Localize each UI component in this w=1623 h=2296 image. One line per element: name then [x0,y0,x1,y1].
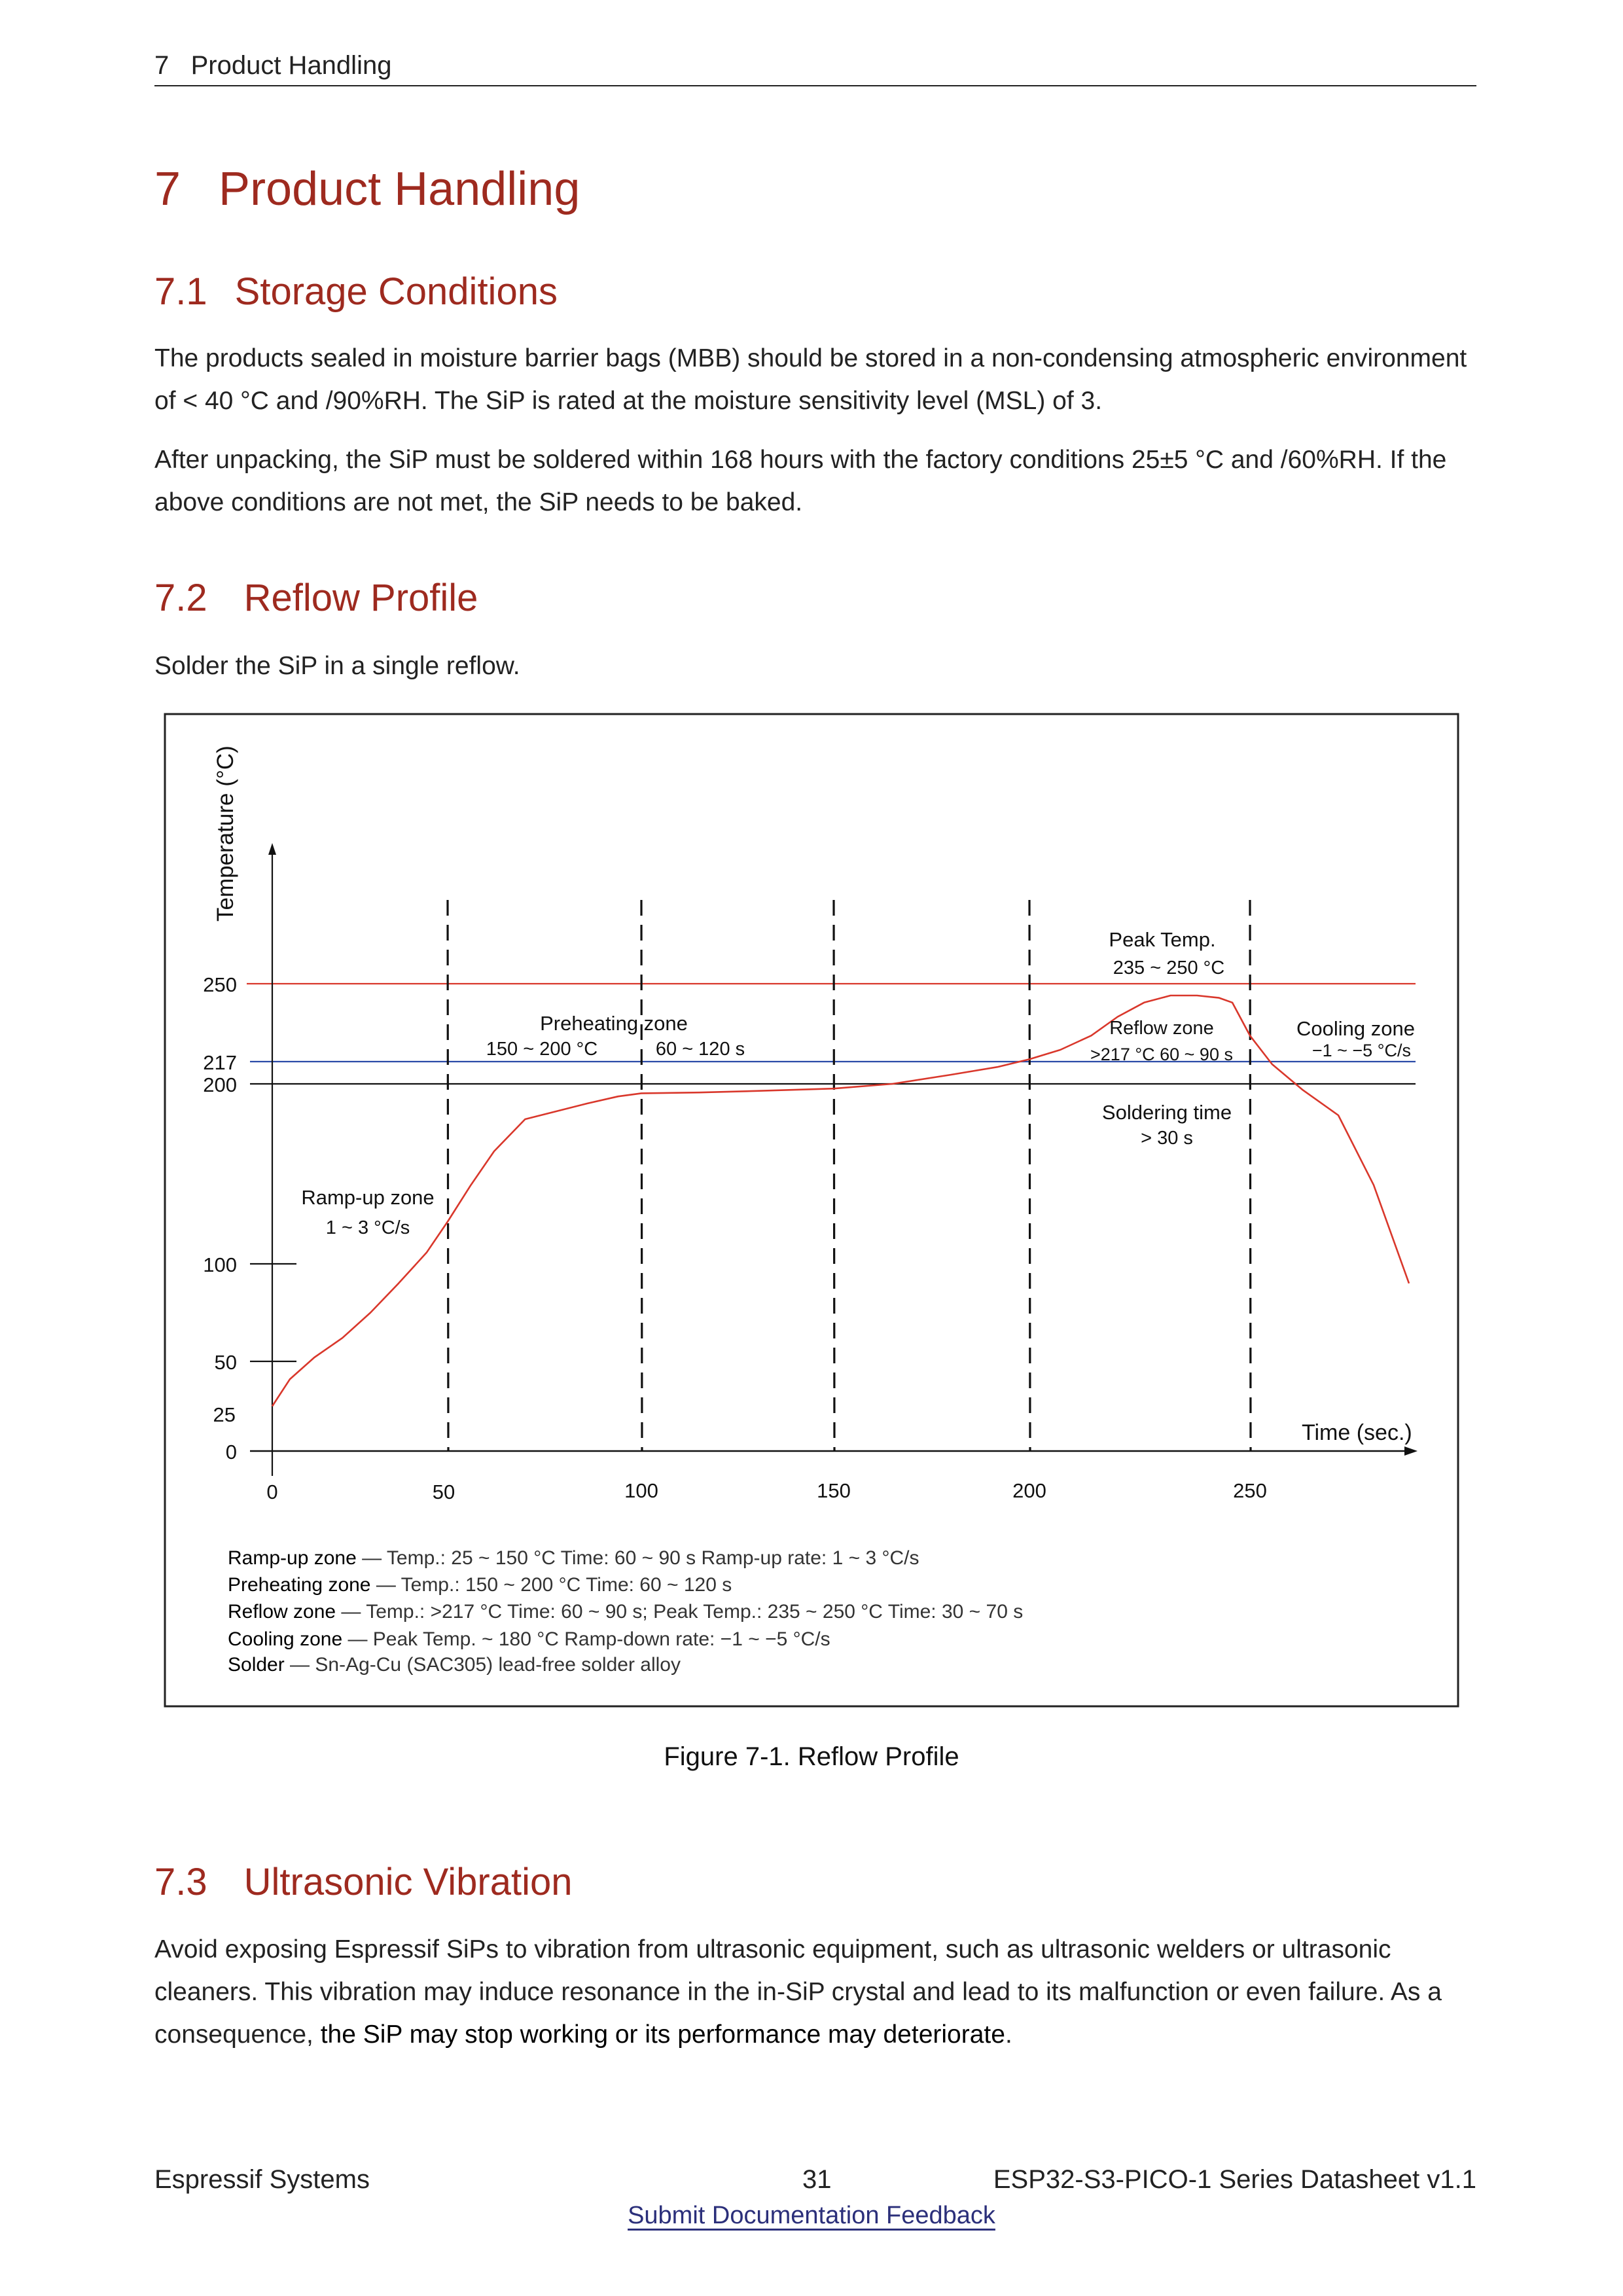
legend-desc: — Temp.: 25 ~ 150 °C Time: 60 ~ 90 s Ramp-up rate: 1 ~ 3 °C/s [356,1547,919,1569]
x-axis-arrow-icon [1404,1446,1418,1456]
y-tick-label-0: 0 [225,1441,237,1463]
footer-doc-title: ESP32-S3-PICO-1 Series Datasheet v1.1 [993,2165,1476,2194]
legend-item [228,1654,681,1676]
paragraph-end: . [1005,2020,1012,2049]
annotation-preheat-title: Preheating zone [540,1012,688,1035]
subsection-number: 7.1 [154,270,207,313]
paragraph-text: Avoid exposing Espressif SiPs to vibration from ultrasonic equipment, such as ultrasonic welders or ultrasonic cleaners. This vibration may induce resonance in the in-SiP crystal and lead to its malfunction or even failure. As a consequence, [154,1935,1442,2049]
annotation-peak-detail: 235 ~ 250 °C [1113,958,1225,978]
legend-desc: — Temp.: >217 °C Time: 60 ~ 90 s; Peak Temp.: 235 ~ 250 °C Time: 30 ~ 70 s [336,1601,1024,1623]
y-axis-label: Temperature (°C) [213,745,238,922]
x-tick-label-150: 150 [817,1479,851,1502]
section-number: 7 [154,163,181,215]
series-line-0 [272,996,1409,1407]
legend-item [228,1574,732,1596]
reflow-paragraph: Solder the SiP in a single reflow. [154,652,520,680]
annotation-cooling-detail: −1 ~ −5 °C/s [1311,1041,1411,1060]
x-tick-label-0: 0 [266,1480,278,1503]
x-tick-label-250: 250 [1233,1479,1267,1502]
annotation-soldering-title: Soldering time [1101,1101,1232,1124]
legend-term: Solder [228,1654,285,1676]
legend-term: Ramp-up zone [228,1547,357,1569]
footer-page-number: 31 [802,2165,832,2194]
annotation-preheat-temp: 150 ~ 200 °C [486,1039,598,1060]
y-tick-label-217: 217 [203,1051,237,1074]
subsection-title: Ultrasonic Vibration [243,1861,573,1903]
footer-company: Espressif Systems [154,2165,370,2194]
annotation-reflow-detail: >217 °C 60 ~ 90 s [1090,1045,1233,1064]
annotation-soldering-detail: > 30 s [1141,1128,1193,1149]
subsection-heading-ultrasonic [154,1860,572,1904]
x-tick-label-200: 200 [1012,1479,1046,1502]
submit-feedback-link[interactable]: Submit Documentation Feedback [628,2202,995,2229]
ultrasonic-paragraph [154,1928,1483,2056]
legend-item [228,1628,830,1650]
annotation-rampup-detail: 1 ~ 3 °C/s [325,1217,410,1238]
footer-feedback [0,2202,1623,2230]
y-tick-label-100: 100 [203,1253,237,1276]
legend-desc: — Sn-Ag-Cu (SAC305) lead-free solder alloy [284,1654,681,1676]
y-axis-arrow-icon [268,843,276,855]
zone-boundary-200 [1029,900,1030,1451]
running-header: 7 Product Handling [154,51,392,80]
x-tick-label-100: 100 [624,1479,658,1502]
y-tick-label-25: 25 [213,1403,236,1426]
legend-item [228,1601,1023,1623]
legend-term: Reflow zone [228,1601,336,1623]
legend-term: Preheating zone [228,1574,371,1596]
chart-legend [228,1547,1023,1676]
zone-boundary-100 [641,900,642,1451]
zone-boundary-250 [1250,900,1251,1451]
storage-paragraph-1: The products sealed in moisture barrier bags (MBB) should be stored in a non-condensing atmospheric environment of < 40 °C and /90%RH. The SiP is rated at the moisture sensitivity level (MSL) of 3. [154,344,1467,415]
y-tick-label-50: 50 [214,1351,237,1374]
legend-desc: — Temp.: 150 ~ 200 °C Time: 60 ~ 120 s [370,1574,732,1596]
subsection-title: Reflow Profile [243,577,478,619]
legend-desc: — Peak Temp. ~ 180 °C Ramp-down rate: −1 ~ −5 °C/s [342,1628,830,1650]
annotation-cooling-title: Cooling zone [1296,1017,1415,1040]
annotation-reflow-title: Reflow zone [1109,1018,1214,1039]
subsection-title: Storage Conditions [234,270,558,313]
y-tick-label-200: 200 [203,1073,237,1096]
legend-item [228,1547,919,1569]
x-tick-label-50: 50 [432,1480,455,1503]
paragraph-emphasis: the SiP may stop working or its performance may deteriorate [320,2020,1005,2049]
annotation-peak-title: Peak Temp. [1109,928,1216,951]
subsection-number: 7.3 [154,1861,207,1903]
annotation-rampup-title: Ramp-up zone [301,1186,435,1209]
figure-caption: Figure 7-1. Reflow Profile [664,1742,959,1771]
section-title: Product Handling [219,163,580,215]
x-axis-label: Time (sec.) [1302,1420,1412,1445]
annotation-preheat-time: 60 ~ 120 s [655,1039,745,1060]
subsection-number: 7.2 [154,577,207,619]
y-tick-label-250: 250 [203,973,237,996]
legend-term: Cooling zone [228,1628,343,1650]
storage-paragraph-2: After unpacking, the SiP must be soldered within 168 hours with the factory conditions 25±5 °C and /60%RH. If the above conditions are not met, the SiP needs to be baked. [154,446,1447,516]
